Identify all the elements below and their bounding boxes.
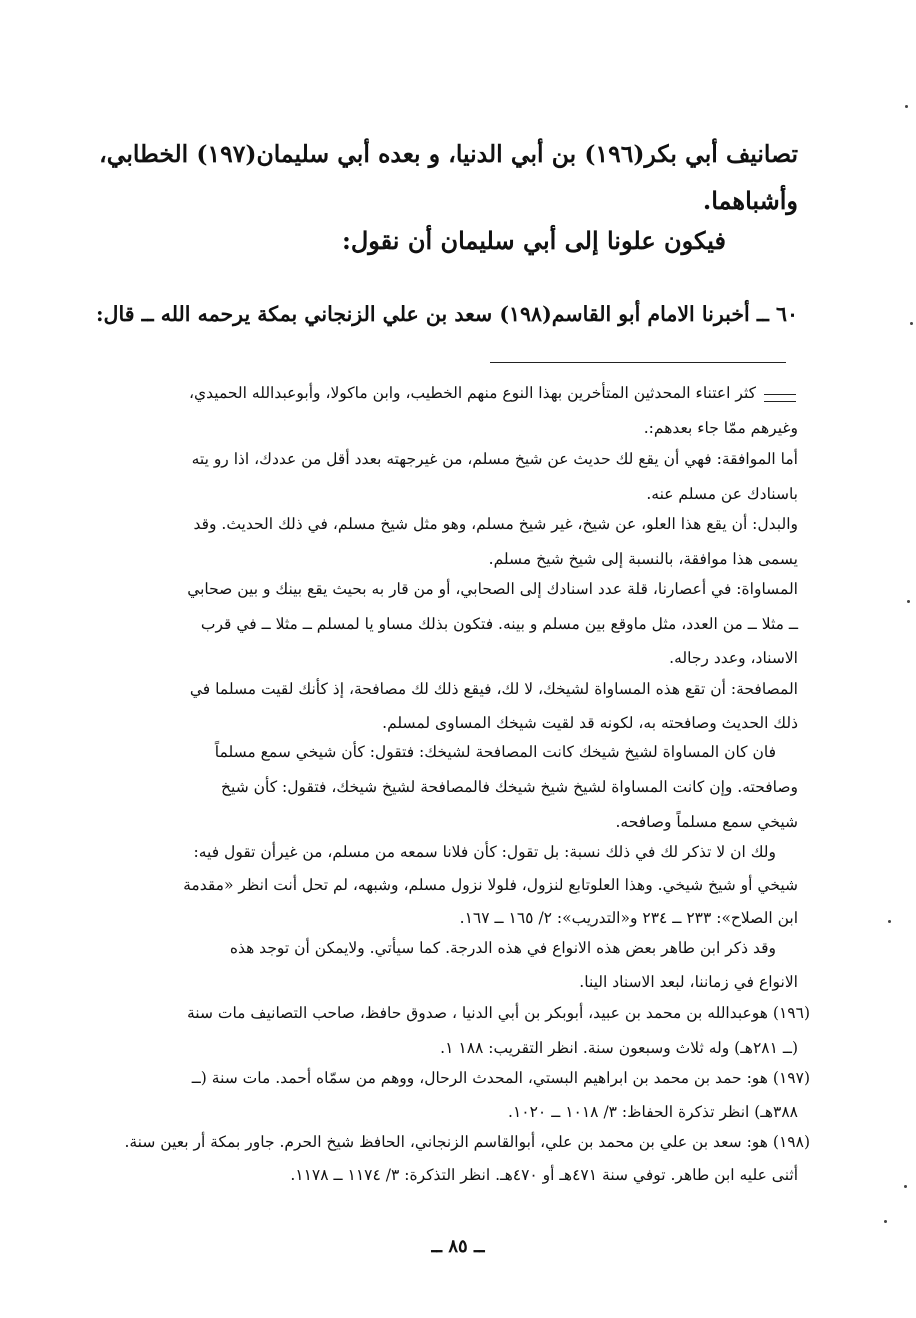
footnote-line: الانواع في زماننا، لبعد الاسناد الينا.	[579, 973, 798, 991]
footnote-line: ذلك الحديث وصافحته به، لكونه قد لقيت شيخك المساوى لمسلم.	[382, 714, 798, 732]
footnote-line: يسمى هذا موافقة، بالنسبة إلى شيخ شيخ مسلم.	[488, 550, 798, 568]
footnote-line: ــ مثلا ــ من العدد، مثل ماوقع بين مسلم و بينه. فتكون بذلك مساو يا لمسلم ــ مثلا ــ في قرب	[200, 615, 798, 633]
footnote-line: وصافحته. وإن كانت المساواة لشيخ شيخ شيخك فالمصافحة لشيخ شيخك، فتقول: كأن شيخ	[221, 778, 798, 796]
footnote-line: ٣٨٨هـ) انظر تذكرة الحفاظ: ٣/ ١٠١٨ ــ ١٠٢٠.	[508, 1103, 798, 1121]
scan-speck	[905, 105, 908, 108]
footnote-line: الاسناد، وعدد رجاله.	[669, 649, 798, 667]
hadith-heading: ٦٠ ــ أخبرنا الامام أبو القاسم(١٩٨) سعد بن علي الزنجاني بمكة يرحمه الله ــ قال:	[95, 302, 798, 326]
footnote-line: أما الموافقة: فهي أن يقع لك حديث عن شيخ مسلم، من غيرجهته بعدد أقل من عددك، اذا رو يته	[191, 450, 798, 468]
footnote-line: كثر اعتناء المحدثين المتأخرين بهذا النوع منهم الخطيب، وابن ماكولا، وأبوعبدالله الحميدي،	[189, 384, 756, 402]
main-text-line: تصانيف أبي بكر(١٩٦) بن أبي الدنيا، و بعده أبي سليمان(١٩٧) الخطابي،	[99, 140, 798, 168]
footnote-line: وقد ذكر ابن طاهر بعض هذه الانواع في هذه الدرجة. كما سيأتي. ولايمكن أن توجد هذه	[229, 939, 776, 957]
scan-speck	[907, 600, 910, 603]
footnote-separator	[490, 362, 786, 363]
scan-speck	[910, 322, 913, 325]
scan-speck	[904, 1185, 907, 1188]
footnote-line: (١٩٨) هو: سعد بن علي بن محمد بن علي، أبوالقاسم الزنجاني، الحافظ شيخ الحرم. جاور بمكة أر بعين سنة.	[124, 1133, 810, 1151]
footnote-line: (١٩٦) هوعبدالله بن محمد بن عبيد، أبوبكر بن أبي الدنيا ، صدوق حافظ، صاحب التصانيف مات سنة	[186, 1004, 810, 1022]
scan-speck	[884, 1220, 887, 1223]
main-text-line: فيكون علونا إلى أبي سليمان أن نقول:	[341, 226, 726, 255]
footnote-line: ابن الصلاح»: ٢٣٣ ــ ٢٣٤ و«التدريب»: ٢/ ١٦٥ ــ ١٦٧.	[459, 909, 798, 927]
footnote-marker	[764, 394, 796, 402]
footnote-line: باسنادك عن مسلم عنه.	[646, 485, 798, 503]
footnote-line: شيخي أو شيخ شيخي. وهذا العلوتابع لنزول، فلولا نزول مسلم، وشبهه، لم تحل أنت انظر «مقدمة	[183, 876, 798, 894]
main-text-line: وأشباهما.	[702, 186, 798, 215]
footnote-line: المصافحة: أن تقع هذه المساواة لشيخك، لا لك، فيقع ذلك لك مصافحة، إذ كأنك لقيت مسلما في	[189, 680, 798, 698]
scan-speck	[888, 920, 891, 923]
footnote-line: شيخي سمع مسلماً وصافحه.	[615, 813, 798, 831]
page-number: ــ ٨٥ ــ	[431, 1236, 485, 1257]
footnote-line: (ــ ٢٨١هـ) وله ثلاث وسبعون سنة. انظر التقريب: ١٨٨ ١.	[440, 1039, 798, 1057]
footnote-line: وغيرهم ممّا جاء بعدهم:.	[643, 419, 798, 437]
footnote-line: فان كان المساواة لشيخ شيخك كانت المصافحة لشيخك: فتقول: كأن شيخي سمع مسلماً	[214, 743, 776, 761]
footnote-line: والبدل: أن يقع هذا العلو، عن شيخ، غير شيخ مسلم، وهو مثل شيخ مسلم، في ذلك الحديث. وقد	[193, 515, 798, 533]
footnote-line: (١٩٧) هو: حمد بن محمد بن ابراهيم البستي، المحدث الرحال، ووهم من سمّاه أحمد. مات سنة (ــ	[191, 1069, 810, 1087]
footnote-line: أثنى عليه ابن طاهر. توفي سنة ٤٧١هـ أو ٤٧٠هـ. انظر التذكرة: ٣/ ١١٧٤ ــ ١١٧٨.	[290, 1166, 798, 1184]
footnote-line: المساواة: في أعصارنا، قلة عدد اسنادك إلى الصحابي، أو من قار به بحيث يقع بينك و بين صحابي	[187, 580, 798, 598]
footnote-line: ولك ان لا تذكر لك في ذلك نسبة: بل تقول: كأن فلانا سمعه من مسلم، من غيرأن تقول فيه:	[193, 843, 776, 861]
